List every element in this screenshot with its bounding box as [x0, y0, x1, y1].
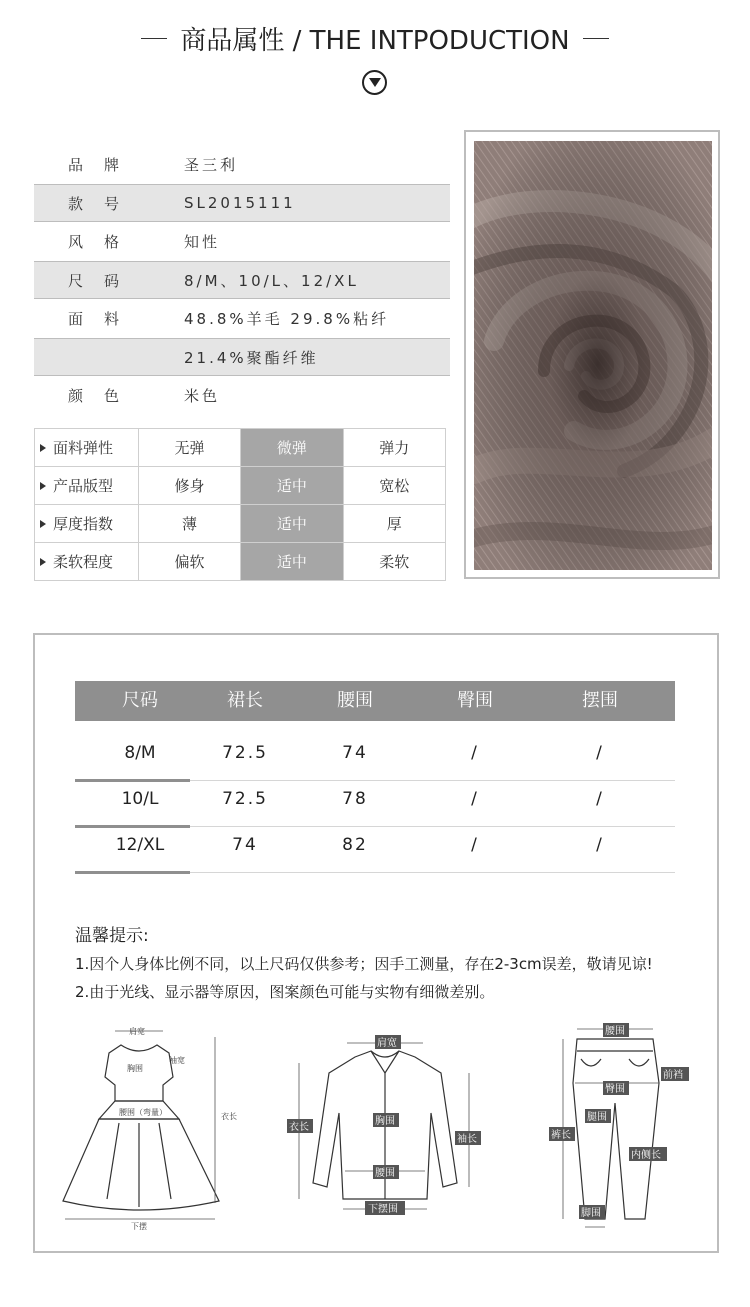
rating-row-thickness — [35, 505, 446, 543]
attribute-label: 品牌 — [68, 156, 141, 174]
rating-option: 弹力 — [343, 429, 445, 467]
attribute-row-color — [34, 376, 450, 415]
table-row — [75, 735, 675, 781]
table-row — [75, 781, 675, 827]
table-cell: / — [596, 743, 604, 763]
size-underline — [75, 871, 190, 874]
pants-label-inseam: 内侧长 — [631, 1150, 661, 1161]
attribute-label: 尺码 — [68, 271, 141, 290]
rating-label-text: 柔软程度 — [53, 553, 114, 571]
shirt-label-chest: 胸围 — [375, 1116, 395, 1127]
header-waist: 腰围 — [337, 690, 373, 711]
shirt-label-hem: 下摆围 — [368, 1204, 398, 1215]
shirt-label-length: 衣长 — [289, 1122, 309, 1133]
attribute-value: 知性 — [184, 233, 221, 251]
header-hem: 摆围 — [582, 690, 618, 711]
rating-option: 宽松 — [343, 467, 445, 505]
attribute-value: 圣三利 — [184, 156, 239, 174]
table-cell: 82 — [342, 835, 368, 855]
dress-label-waist: 腰围（弯量） — [119, 1108, 167, 1117]
header-dash-right — [583, 38, 609, 39]
table-cell: / — [471, 743, 479, 763]
attribute-label: 款号 — [68, 194, 141, 213]
header-skirt-length: 裙长 — [227, 690, 263, 711]
rating-option: 厚 — [343, 505, 445, 543]
rating-label-text: 面料弹性 — [53, 439, 114, 457]
triangle-right-icon — [40, 520, 46, 528]
table-cell: 74 — [232, 835, 258, 855]
table-cell: 72.5 — [222, 789, 268, 809]
header-dash-left — [141, 38, 167, 39]
pants-measurement-diagram — [545, 1023, 695, 1233]
shirt-label-shoulder: 肩宽 — [377, 1038, 397, 1049]
table-cell: / — [596, 835, 604, 855]
size-cell — [75, 781, 205, 826]
attribute-row-fabric-continued — [34, 338, 450, 376]
shirt-measurement-diagram — [285, 1033, 495, 1215]
attribute-list — [34, 145, 450, 415]
rating-label — [35, 429, 139, 467]
attribute-row-style — [34, 222, 450, 261]
dress-label-shoulder: 肩宽 — [129, 1027, 145, 1036]
pants-label-hip: 臀围 — [605, 1084, 625, 1095]
triangle-right-icon — [40, 444, 46, 452]
pants-label-thigh: 腿围 — [587, 1112, 607, 1123]
size-table-header — [75, 681, 675, 721]
section-header — [0, 20, 750, 60]
pants-label-waist: 腰围 — [605, 1026, 625, 1037]
dress-label-hem: 下摆 — [131, 1222, 147, 1231]
attribute-value: 米色 — [184, 387, 221, 405]
rating-option: 修身 — [138, 467, 240, 505]
rating-row-fit — [35, 467, 446, 505]
pants-label-rise: 前裆 — [663, 1070, 683, 1081]
rating-option-selected: 适中 — [241, 505, 343, 543]
dress-label-length: 衣长 — [221, 1112, 237, 1121]
rating-row-softness — [35, 543, 446, 581]
attribute-value: 8/M、10/L、12/XL — [184, 271, 359, 290]
pants-label-hem: 脚围 — [581, 1208, 601, 1219]
rating-label — [35, 543, 139, 581]
header-size: 尺码 — [122, 690, 158, 711]
fabric-photo — [474, 141, 712, 570]
attribute-label: 颜色 — [68, 387, 141, 405]
triangle-right-icon — [40, 558, 46, 566]
shirt-label-waist: 腰围 — [375, 1168, 395, 1179]
attribute-row-size — [34, 261, 450, 299]
rating-label-text: 厚度指数 — [53, 515, 114, 533]
pants-label-length: 裤长 — [551, 1130, 571, 1141]
dress-measurement-diagram — [59, 1023, 237, 1233]
fabric-photo-frame — [464, 130, 720, 579]
rating-label — [35, 505, 139, 543]
header-hip: 臀围 — [457, 690, 493, 711]
table-row — [75, 827, 675, 873]
rating-option-selected: 微弹 — [241, 429, 343, 467]
table-cell: 78 — [342, 789, 368, 809]
triangle-right-icon — [40, 482, 46, 490]
shirt-label-sleeve: 袖长 — [457, 1134, 477, 1145]
rating-option: 无弹 — [138, 429, 240, 467]
rating-option: 柔软 — [343, 543, 445, 581]
table-cell: / — [471, 835, 479, 855]
rating-table — [34, 428, 446, 581]
table-cell: / — [471, 789, 479, 809]
rating-row-elasticity — [35, 429, 446, 467]
attribute-row-fabric — [34, 299, 450, 338]
tips-title: 温馨提示: — [75, 926, 149, 946]
size-chart-card — [33, 633, 719, 1253]
attribute-value: 48.8%羊毛 29.8%粘纤 — [184, 310, 390, 328]
page-title: 商品属性 / THE INTPODUCTION — [180, 26, 570, 56]
size-name: 10/L — [121, 789, 159, 809]
size-cell — [75, 827, 205, 872]
size-name: 8/M — [124, 743, 156, 763]
table-cell: / — [596, 789, 604, 809]
tip-line: 1.因个人身体比例不同，以上尺码仅供参考；因手工测量，存在2-3cm误差，敬请见谅! — [75, 955, 653, 973]
dress-label-sleeve: 袖宽 — [169, 1056, 185, 1065]
rating-label — [35, 467, 139, 505]
tip-line: 2.由于光线、显示器等原因，图案颜色可能与实物有细微差别。 — [75, 983, 495, 1001]
table-cell: 72.5 — [222, 743, 268, 763]
attribute-label: 风格 — [68, 233, 141, 251]
attribute-row-brand — [34, 145, 450, 184]
attribute-value: SL2015111 — [184, 194, 296, 212]
dress-label-chest: 胸围 — [127, 1064, 143, 1073]
attribute-row-style-number — [34, 184, 450, 222]
table-cell: 74 — [342, 743, 368, 763]
size-cell — [75, 735, 205, 780]
rating-option: 薄 — [138, 505, 240, 543]
size-name: 12/XL — [115, 835, 165, 855]
rating-option-selected: 适中 — [241, 467, 343, 505]
attribute-label: 面料 — [68, 310, 141, 328]
rating-label-text: 产品版型 — [53, 477, 114, 495]
attribute-value: 21.4%聚酯纤维 — [184, 348, 319, 367]
rating-option: 偏软 — [138, 543, 240, 581]
chevron-down-icon — [362, 70, 387, 95]
rating-option-selected: 适中 — [241, 543, 343, 581]
